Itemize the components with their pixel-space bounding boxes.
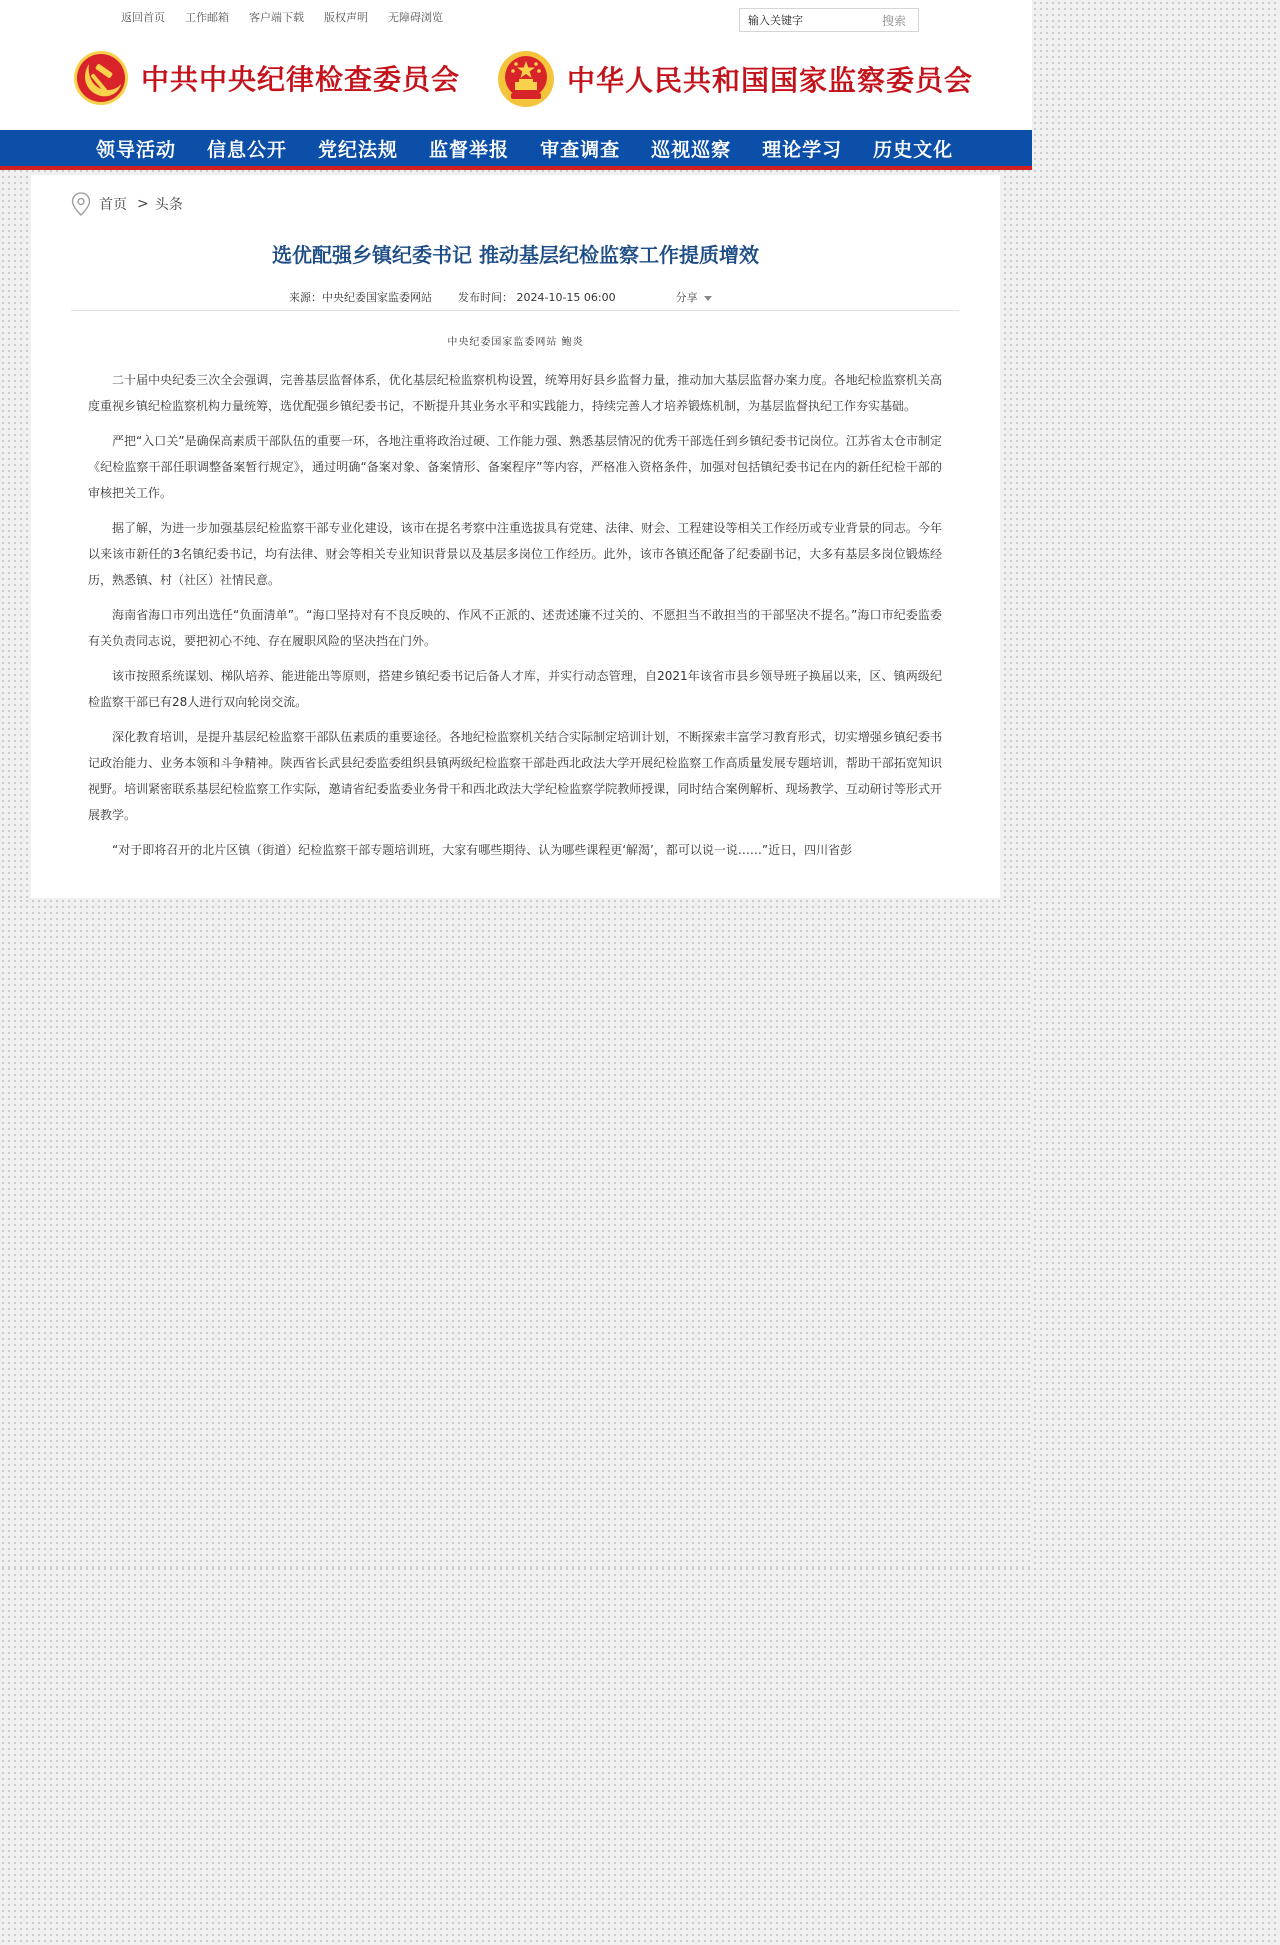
breadcrumb-separator: > [137, 196, 149, 212]
nav-theory[interactable]: 理论学习 [762, 139, 843, 161]
article-paragraph: 海南省海口市列出选任“负面清单”。“海口坚持对有不良反映的、作风不正派的、述责述廉不过关的、不愿担当不敢担当的干部坚决不提名。”海口市纪委监委有关负责同志说，要把初心不纯、存在履职风险的坚决挡在门外。 [88, 608, 942, 648]
article-title: 选优配强乡镇纪委书记 推动基层纪检监察工作提质增效 [272, 243, 759, 267]
toplink-home[interactable]: 返回首页 [121, 11, 165, 24]
search-input[interactable] [740, 14, 876, 27]
toplink-client-download[interactable]: 客户端下载 [249, 11, 304, 24]
caret-down-icon [704, 296, 712, 301]
brand-nsc[interactable] [497, 50, 973, 108]
divider [71, 310, 959, 311]
brand-ccdi-name: 中共中央纪律检查委员会 [141, 63, 461, 96]
toplink-accessibility[interactable]: 无障碍浏览 [388, 11, 443, 24]
nav-leadership[interactable]: 领导活动 [96, 139, 177, 161]
article-meta [289, 289, 712, 305]
toplink-mail[interactable]: 工作邮箱 [185, 11, 229, 24]
main-nav [0, 130, 1032, 170]
national-emblem-icon [497, 50, 555, 108]
article-paragraph: “对于即将召开的北片区镇（街道）纪检监察干部专题培训班，大家有哪些期待、认为哪些课程更‘解渴’，都可以说一说……”近日，四川省彭 [112, 843, 853, 857]
nav-disclosure[interactable]: 信息公开 [207, 139, 288, 161]
share-button[interactable] [676, 289, 713, 305]
article-paragraph: 二十届中央纪委三次全会强调，完善基层监督体系，优化基层纪检监察机构设置，统筹用好县乡监督力量，推动加大基层监督办案力度。各地纪检监察机关高度重视乡镇纪检监察机构力量统筹，选优配强乡镇纪委书记，不断提升其业务水平和实践能力，持续完善人才培养锻炼机制，为基层监督执纪工作夯实基础。 [88, 373, 942, 413]
nav-report[interactable]: 监督举报 [429, 139, 510, 161]
nav-inspection[interactable]: 巡视巡察 [651, 139, 732, 161]
nav-investigation[interactable]: 审查调查 [540, 139, 621, 161]
search-button[interactable]: 搜索 [882, 13, 907, 28]
breadcrumb-home[interactable]: 首页 [99, 197, 127, 213]
party-emblem-icon [73, 50, 129, 106]
article-paragraph: 严把“入口关”是确保高素质干部队伍的重要一环，各地注重将政治过硬、工作能力强、熟悉基层情况的优秀干部选任到乡镇纪委书记岗位。江苏省太仓市制定《纪检监察干部任职调整备案暂行规定》，通过明确“备案对象、备案情形、备案程序”等内容，严格准入资格条件，加强对包括镇纪委书记在内的新任纪检干部的审核把关工作。 [88, 434, 942, 500]
nav-regulations[interactable]: 党纪法规 [318, 139, 399, 161]
article-paragraph: 深化教育培训，是提升基层纪检监察干部队伍素质的重要途径。各地纪检监察机关结合实际制定培训计划，不断探索丰富学习教育形式，切实增强乡镇纪委书记政治能力、业务本领和斗争精神。陕西省长武县纪委监委组织县镇两级纪检监察干部赴西北政法大学开展纪检监察工作高质量发展专题培训，帮助干部拓宽知识视野。培训紧密联系基层纪检监察工作实际，邀请省纪委监委业务骨干和西北政法大学纪检监察学院教师授课，同时结合案例解析、现场教学、互动研讨等形式开展教学。 [88, 730, 942, 822]
article-published: 发布时间： 2024-10-15 06:00 [458, 291, 616, 304]
brand-nsc-name: 中华人民共和国国家监察委员会 [567, 64, 974, 97]
article-container [31, 175, 1000, 905]
breadcrumb-current[interactable]: 头条 [154, 197, 183, 213]
article-body [88, 367, 942, 872]
article-paragraph: 该市按照系统谋划、梯队培养、能进能出等原则，搭建乡镇纪委书记后备人才库，并实行动态管理，自2021年该省市县乡领导班子换届以来，区、镇两级纪检监察干部已有28人进行双向轮岗交流。 [88, 669, 942, 709]
top-links [121, 9, 443, 25]
brand-ccdi[interactable] [73, 50, 460, 106]
breadcrumb [71, 192, 183, 216]
article-source: 来源：中央纪委国家监委网站 [289, 291, 432, 304]
share-label: 分享 [675, 291, 698, 304]
toplink-copyright[interactable]: 版权声明 [324, 11, 368, 24]
search-box [739, 8, 919, 32]
article-paragraph: 据了解，为进一步加强基层纪检监察干部专业化建设，该市在提名考察中注重选拔具有党建、法律、财会、工程建设等相关工作经历或专业背景的同志。今年以来该市新任的3名镇纪委书记，均有法律、财会等相关专业知识背景以及基层多岗位工作经历。此外，该市各镇还配备了纪委副书记，大多有基层多岗位锻炼经历，熟悉镇、村（社区）社情民意。 [88, 521, 942, 587]
location-pin-icon [71, 192, 91, 216]
article-byline: 中央纪委国家监委网站 鲍炎 [447, 337, 584, 348]
page-background-overlay [0, 898, 1032, 1568]
site-header [0, 0, 1032, 130]
nav-history[interactable]: 历史文化 [873, 139, 954, 161]
